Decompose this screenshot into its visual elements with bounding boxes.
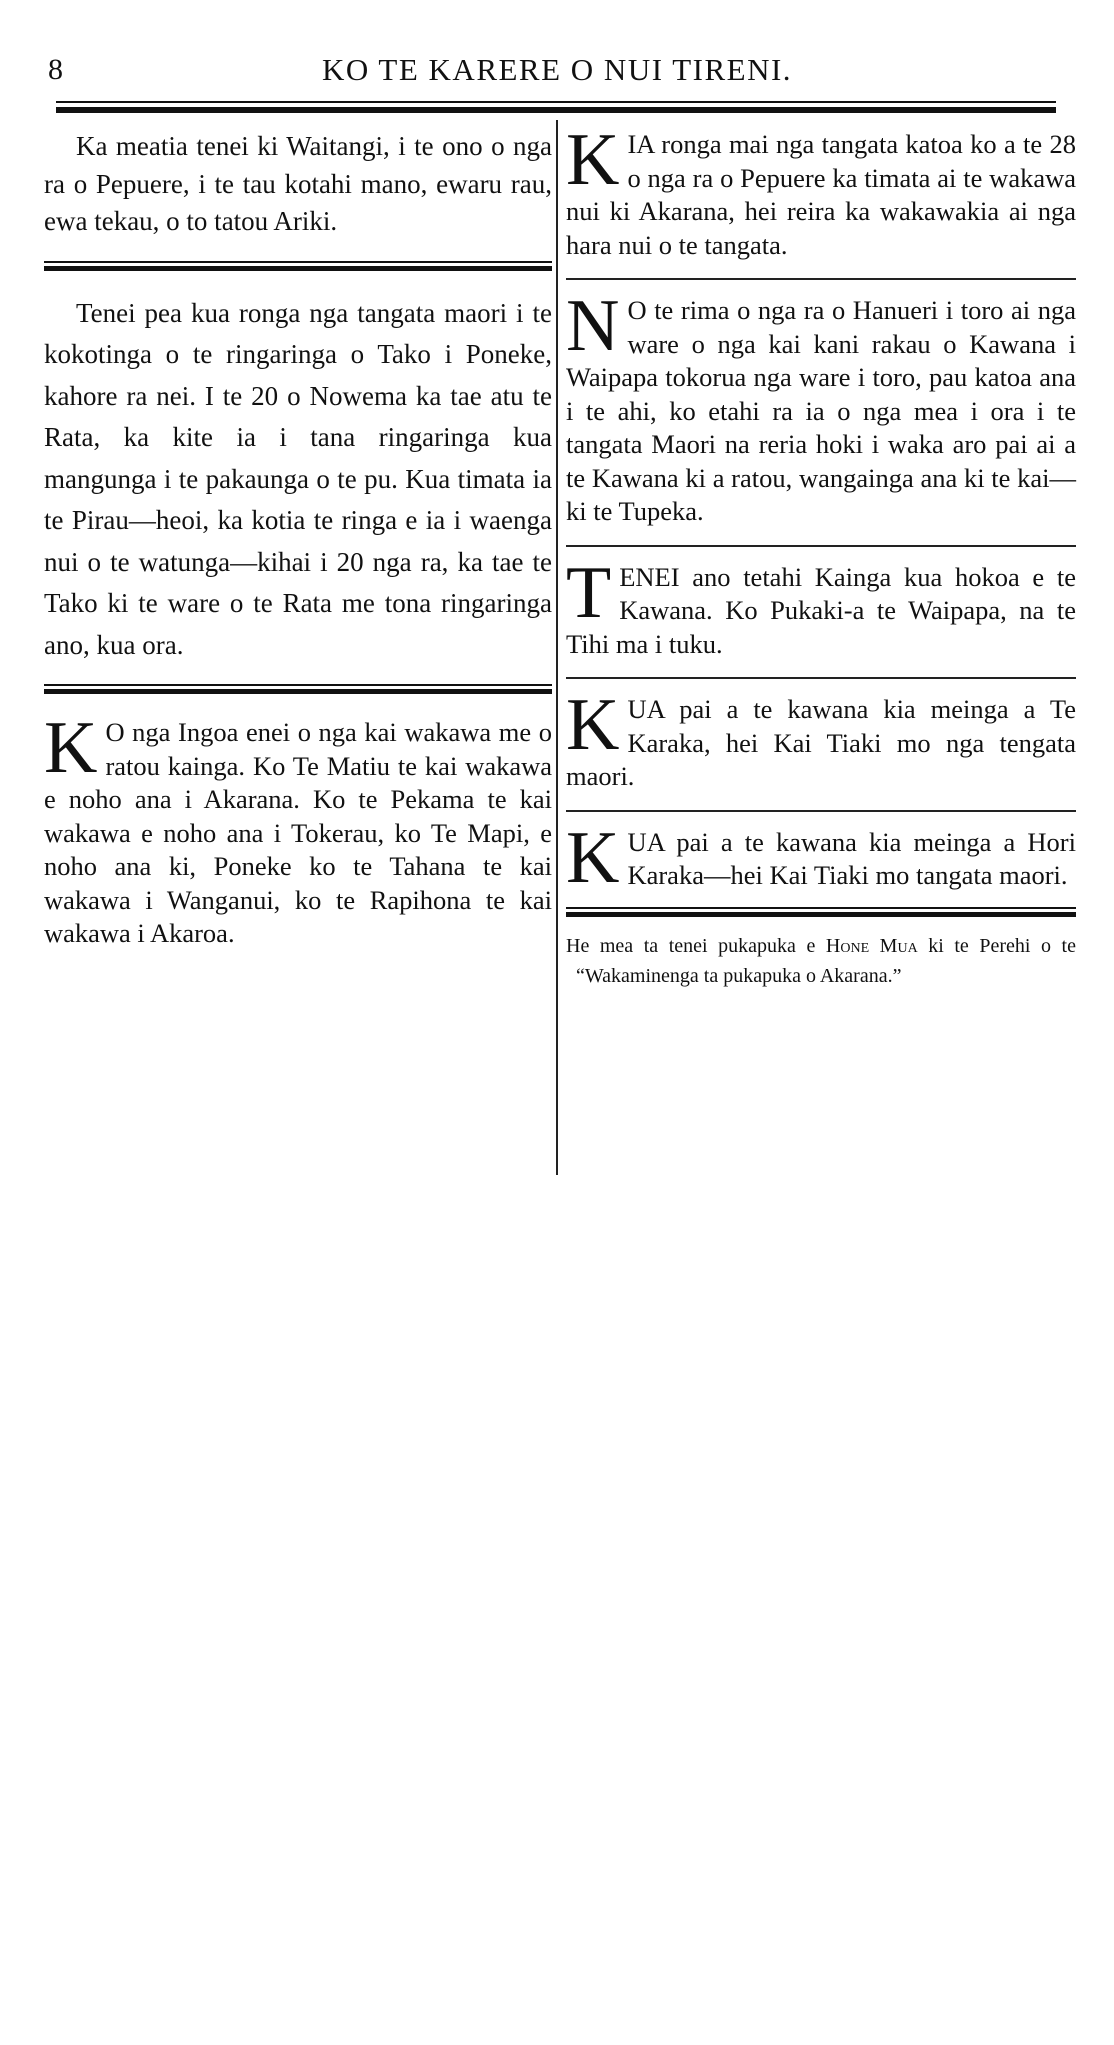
dropcap-letter: K (44, 707, 98, 789)
header-rule-thin (56, 101, 1056, 103)
notice-hori-karaka-text: UA pai a te kawana kia meinga a Hori Karaka—hei Kai Tiaki mo tangata maori. (627, 826, 1076, 890)
dropcap-letter: N (566, 285, 620, 367)
notice-land (566, 551, 1076, 662)
notice-hori-karaka (566, 816, 1076, 899)
notice-fire (566, 285, 1076, 529)
page-title: KO TE KARERE O NUI TIRENI. (321, 52, 793, 87)
imprint-printer-name: Hone Mua (825, 934, 918, 957)
column-divider (556, 120, 558, 1175)
notice-land-text: ENEI ano tetahi Kainga kua hokoa e te Kawana. Ko Pukaki-a te Waipapa, na te Tihi ma i tuku. (566, 561, 1076, 659)
dropcap-letter: K (566, 119, 620, 201)
article-judges (44, 707, 552, 951)
notice-court-text: IA ronga mai nga tangata katoa ko a te 28 o nga ra o Pepuere ka timata ai te wakawa nui ki Akarana, hei reira ka wakawakia ai nga hara nui o te tangata. (566, 129, 1076, 260)
article-tako-hand: Tenei pea kua ronga nga tangata maori i te kokotinga o te ringaringa o Tako i Poneke, kahore ra nei. I te 20 o Nowema ka tae atu te Rata, ka kite ia i tana ringaringa kua mangunga i te pakaunga o te pu. Kua timata ia te Pirau—heoi, ka kotia te ringa e ia i waenga nui o te watunga—kihai i 20 nga ra, ka tae te Tako ki te ware o te Rata me tona ringaringa ano, kua ora. (44, 297, 552, 660)
notice-court (566, 119, 1076, 262)
notice-fire-text: O te rima o nga ra o Hanueri i toro ai nga ware o nga kai kani rakau o Kawana i Waipapa tokorua nga ware i toro, pau katoa ana i te ahi, ko etahi ra ia o nga mea i ora i te tangata Maori na reria hoki i waka aro pai ai a te Kawana ki a ratou, wangainga ana ki te kai—ki te Tupeka. (566, 295, 1076, 526)
dropcap-letter: K (566, 684, 620, 766)
printer-imprint (566, 931, 1076, 991)
page-number: 8 (48, 53, 63, 86)
imprint-text-a: He mea ta tenei pukapuka e (566, 934, 816, 957)
notice-karaka (566, 684, 1076, 794)
right-column (566, 119, 1076, 991)
notice-karaka-text: UA pai a te kawana kia meinga a Te Karaka, hei Kai Tiaki mo nga tengata maori. (566, 694, 1076, 791)
imprint-text-b: ki te Perehi o te “Wakaminenga ta pukapuka o Akarana.” (576, 934, 1076, 987)
dropcap-letter: K (566, 816, 620, 899)
dropcap-letter: T (566, 551, 612, 634)
imprint-separator (566, 907, 1076, 917)
left-column (44, 128, 552, 951)
article-separator (44, 684, 552, 694)
article-waitangi: Ka meatia tenei ki Waitangi, i te ono o nga ra o Pepuere, i te tau kotahi mano, ewaru rau, ewa tekau, o to tatou Ariki. (44, 131, 552, 236)
header-rule-thick (56, 107, 1056, 113)
article-separator (44, 261, 552, 271)
article-judges-text: O nga Ingoa enei o nga kai wakawa me o ratou kainga. Ko Te Matiu te kai wakawa e noho ana i Akarana. Ko te Pekama te kai wakawa e noho ana i Tokerau, ko Te Mapi, e noho ana ki, Poneke ko te Tahana te kai wakawa i Wanganui, ko te Rapihona te kai wakawa i Akaroa. (44, 717, 552, 948)
